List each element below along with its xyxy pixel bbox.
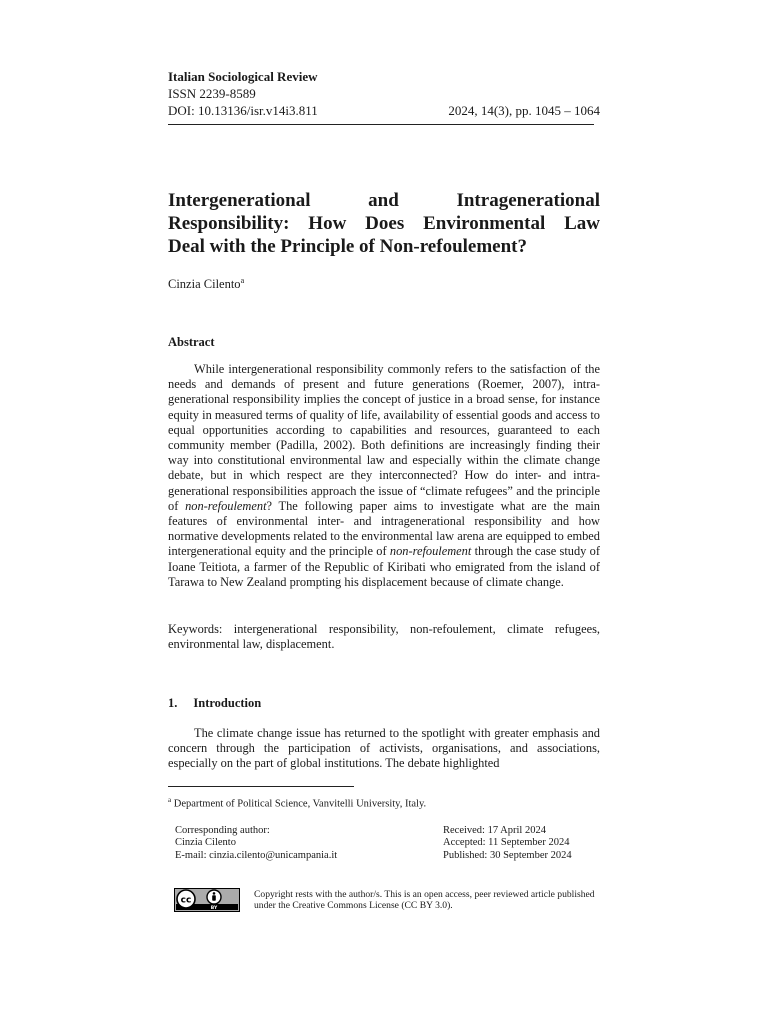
abstract-text: While intergenerational responsibility commonly refers to the satisfaction of the needs and demands of present and future generations (Roemer, 2007), intra-generational responsibility implies the concept of justice in a broad sense, for instance equity in measured terms of quality of life, availability of essential goods and access to equal opportunities according to capabilities and resources, guaranteed to each community member (Padilla, 2002). Both definitions are increasingly finding their way into constitutional environmental law and especially within the climate change debate, but in which respect are they interconnected? How do inter- and intra-generational responsibilities approach the issue of “climate refugees” and the principle of non-refoulement? The following paper aims to investigate what are the main features of environmental inter- and intragenerational responsibility and how normative developments related to the environmental law arena are equipped to embed intergenerational equity and the principle of non-refoulement through the case study of Ioane Teitiota, a farmer of the Republic of Kiribati who emigrated from the island of Tarawa to New Zealand prompting his displacement because of climate change.	[168, 362, 601, 589]
footnote-rule	[168, 786, 354, 787]
footnote-marker: a	[168, 796, 172, 804]
author-name: Cinzia Cilento	[168, 277, 241, 292]
date-received: Received: 17 April 2024	[443, 825, 546, 836]
title-line-1: Intergenerational and Intragenerational	[168, 190, 601, 211]
section-title: Introduction	[193, 696, 262, 710]
cc-badge-text: cc	[180, 895, 192, 906]
footnote-text: Department of Political Science, Vanvitelli University, Italy.	[173, 798, 427, 810]
introduction-text: The climate change issue has returned to the spotlight with greater emphasis and concern through the participation of activists, organisations, and associations, especially on the part of global institutions. The debate highlighted	[168, 726, 600, 771]
abstract-heading: Abstract	[168, 335, 215, 349]
corresponding-name: Cinzia Cilento	[175, 837, 236, 849]
issn: ISSN 2239-8589	[168, 86, 256, 101]
article-title	[168, 189, 600, 258]
cc-by-license-icon[interactable]	[174, 888, 240, 912]
doi[interactable]: DOI: 10.13136/isr.v14i3.811	[168, 103, 318, 118]
header-rule	[168, 124, 594, 125]
citation: 2024, 14(3), pp. 1045 – 1064	[448, 103, 600, 118]
title-line-3: Deal with the Principle of Non-refoulement?	[168, 236, 528, 257]
footnote	[168, 796, 426, 810]
license-block	[174, 888, 604, 912]
corresponding-email[interactable]: E-mail: cinzia.cilento@unicampania.it	[175, 849, 338, 861]
date-accepted: Accepted: 11 September 2024	[443, 837, 570, 849]
article-dates	[443, 825, 572, 862]
keywords: Keywords: intergenerational responsibility, non-refoulement, climate refugees, environmental law, displacement.	[168, 622, 600, 652]
journal-name: Italian Sociological Review	[168, 69, 318, 84]
author	[168, 276, 244, 292]
corresponding-author	[175, 825, 337, 862]
corresponding-label: Corresponding author:	[175, 825, 270, 836]
by-badge-text: BY	[210, 906, 218, 911]
author-affiliation-marker: a	[240, 276, 245, 285]
title-line-2: Responsibility: How Does Environmental Law	[168, 213, 600, 234]
section-heading	[168, 696, 261, 711]
date-published: Published: 30 September 2024	[443, 849, 572, 861]
journal-header	[168, 68, 600, 119]
section-number: 1.	[168, 696, 178, 710]
doi-row	[168, 102, 600, 119]
license-text: Copyright rests with the author/s. This is an open access, peer reviewed article published under the Creative Commons License (CC BY 3.0).	[254, 889, 595, 912]
